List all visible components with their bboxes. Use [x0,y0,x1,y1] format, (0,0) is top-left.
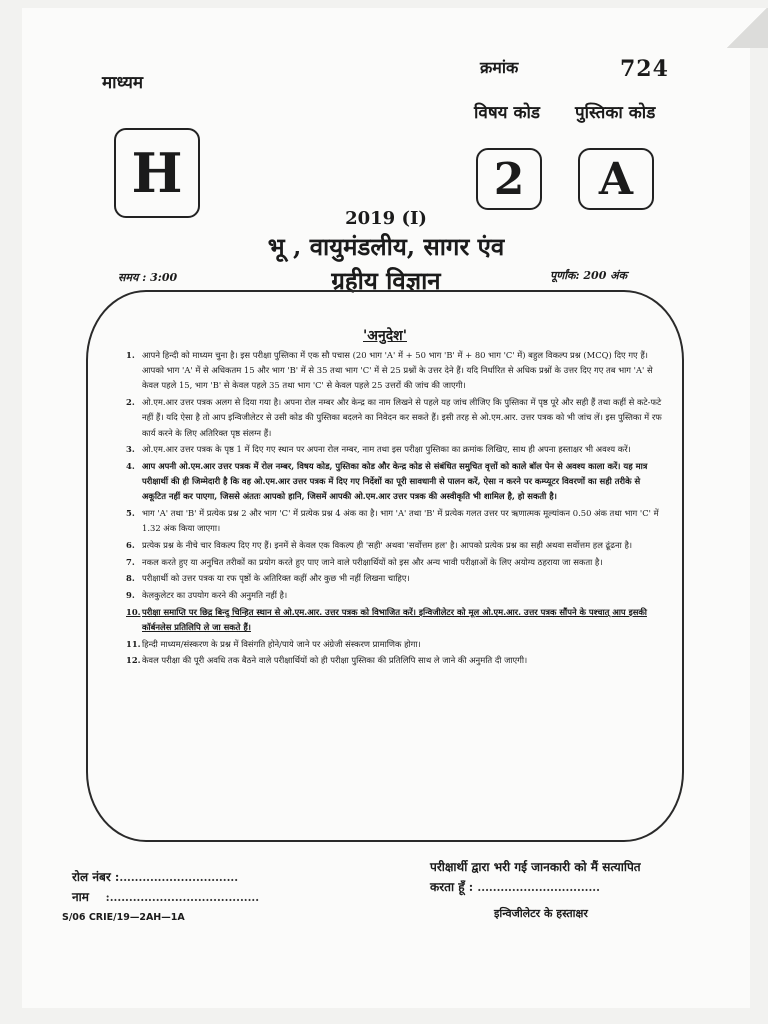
instruction-text: नकल करते हुए या अनुचित तरीकों का प्रयोग करते हुए पाए जाने वाले परीक्षार्थियों को इस और अन्य भावी परीक्षाओं के लिए अयोग्य ठहराया जा सकता है। [142,556,603,567]
instruction-item [126,571,666,586]
subject-code-label: विषय कोड [474,103,541,123]
instruction-text: ओ.एम.आर उत्तर पत्रक अलग से दिया गया है। अपना रोल नम्बर और केन्द्र का नाम लिखने से पहले यह जांच लीजिए कि पुस्तिका में पृष्ठ पूरे और सही हैं तथा कहीं से कटे-फटे नहीं हैं। यदि ऐसा है तो आप इन्विजीलेटर से उसी कोड की पुस्तिका बदलने का निवेदन कर सकते हैं। इसी तरह से ओ.एम.आर. उत्तर पत्रक को भी जांच लें। इस पुस्तिका में रफ कार्य करने के लिए अतिरिक्त पृष्ठ संलग्न हैं। [142,397,662,438]
instruction-item [126,348,666,394]
medium-label: माध्यम [102,73,143,93]
instruction-item [126,605,666,635]
instruction-number: 10. [126,606,141,617]
instruction-number: 9. [126,590,135,601]
verification-label: करता हूँ : [430,880,474,894]
instruction-number: 2. [126,397,135,408]
instruction-text: केवल परीक्षा की पूरी अवधि तक बैठने वाले परीक्षार्थियों को ही परीक्षा पुस्तिका की प्रतिलिपि साथ ले जाने की अनुमति दी जाएगी। [142,655,528,666]
instruction-number: 11. [126,638,141,649]
verification-line1: परीक्षार्थी द्वारा भरी गई जानकारी को मैं सत्यापित [430,860,641,874]
instructions-frame [86,290,684,842]
booklet-footer-code: S/06 CRIE/19—2AH—1A [62,912,185,923]
exam-max-marks: पूर्णांक: 200 अंक [550,269,628,282]
instruction-text: आपने हिन्दी को माध्यम चुना है। इस परीक्षा पुस्तिका में एक सौ पचास (20 भाग 'A' में + 50 भाग 'B' में + 80 भाग 'C' में) बहुल विकल्प प्रश्न (MCQ) दिए गए हैं। आपको भाग 'A' में से अधिकतम 15 और भाग 'B' में से 35 तथा भाग 'C' में से 25 प्रश्नों के उत्तर देने हैं। यदि निर्धारित से अधिक प्रश्नों के उत्तर दिए गए तब भाग 'A' से केवल पहले 15, भाग 'B' से केवल पहले 35 तथा भाग 'C' से केवल पहले 25 उत्तरों की जांच की जाएगी। [142,350,653,391]
booklet-code: A [598,153,634,205]
exam-title-line1: भू , वायुमंडलीय, सागर एंव [267,232,505,261]
roll-number-dots: ............................... [119,871,239,884]
folded-corner [722,8,768,48]
invigilator-signature-label: इन्विजीलेटर के हस्ताक्षर [494,907,588,920]
instruction-item [126,653,666,668]
instruction-number: 5. [126,508,135,519]
serial-label: क्रमांक [480,58,519,77]
instruction-number: 7. [126,556,135,567]
instruction-number: 1. [126,350,135,360]
instruction-item [126,442,666,457]
instructions-list [126,348,666,670]
instruction-text: ओ.एम.आर उत्तर पत्रक के पृष्ठ 1 में दिए गए स्थान पर अपना रोल नम्बर, नाम तथा इस परीक्षा पुस्तिका का क्रमांक लिखिए, साथ ही अपना हस्ताक्षर भी अवश्य करें। [142,444,631,455]
verification-line2 [430,878,600,895]
instruction-text: केलकुलेटर का उपयोग करने की अनुमति नहीं है। [142,590,288,601]
instruction-number: 6. [126,539,135,550]
instruction-text: परीक्षा समाप्ति पर छिद्र बिन्दु चिन्हित स्थान से ओ.एम.आर. उत्तर पत्रक को विभाजित करें। इन्विजीलेटर को मूल ओ.एम.आर. उत्तर पत्रक सौंपने के पश्चात् आप इसकी कॉर्बनलेस प्रतिलिपि ले जा सकते हैं। [142,606,647,632]
instruction-item [126,538,666,553]
instruction-item [126,637,666,652]
booklet-code-box [578,148,654,210]
instruction-text: आप अपनी ओ.एम.आर उत्तर पत्रक में रोल नम्बर, विषय कोड, पुस्तिका कोड और केन्द्र कोड से संबंधित समुचित वृत्तों को काले बॉल पेन से अवश्य काला करें। यह मात्र परीक्षार्थी की ही जिम्मेदारी है कि वह ओ.एम.आर उत्तर पत्रक में दिए गए निर्देशों का पूरी सावधानी से पालन करें, ऐसा न करने पर कम्प्यूटर विवरणों का सही तरीके से अकूटित नहीं कर पाएगा, जिससे अंततः आपको हानि, जिसमें आपकी ओ.एम.आर उत्तर पत्रक की अस्वीकृति भी शामिल है, हो सकती है। [142,460,648,502]
instruction-item [126,506,666,536]
instruction-item [126,459,666,505]
booklet-code-label: पुस्तिका कोड [575,103,656,123]
instruction-item [126,588,666,603]
medium-code: H [131,141,183,205]
exam-title-line2: ग्रहीय विज्ञान [331,266,441,295]
roll-number-field [72,868,238,885]
name-field [72,888,259,905]
exam-time: समय : 3:00 [118,271,178,284]
question-booklet-cover [22,8,750,1008]
serial-number: 724 [620,56,669,82]
instruction-text: परीक्षार्थी को उत्तर पत्रक या रफ पृष्ठों के अतिरिक्त कहीं और कुछ भी नहीं लिखना चाहिए। [142,573,410,584]
instruction-text: प्रत्येक प्रश्न के नीचे चार विकल्प दिए गए हैं। इनमें से केवल एक विकल्प ही 'सही' अथवा 'सर्वोत्तम हल' है। आपको प्रत्येक प्रश्न का सही अथवा सर्वोत्तम हल ढूंढना है। [142,539,633,550]
subject-code: 2 [493,153,525,205]
instruction-item [126,395,666,441]
instruction-text: हिन्दी माध्यम/संस्करण के प्रश्न में विसंगति होने/पाये जाने पर अंग्रेजी संस्करण प्रामाणिक होगा। [142,638,421,649]
instruction-text: भाग 'A' तथा 'B' में प्रत्येक प्रश्न 2 और भाग 'C' में प्रत्येक प्रश्न 4 अंक का है। भाग 'A' तथा 'B' में प्रत्येक गलत उत्तर पर ऋणात्मक मूल्यांकन 0.50 अंक तथा भाग 'C' में 1.32 अंक किया जाएगा। [142,508,659,534]
medium-code-box [114,128,200,218]
instruction-number: 12. [126,655,141,666]
instruction-number: 3. [126,444,135,455]
verification-dots: ................................ [477,881,600,894]
name-dots: :....................................... [105,891,260,904]
name-label: नाम [72,890,89,904]
subject-code-box [476,148,542,210]
instruction-number: 8. [126,573,135,584]
exam-year: 2019 (I) [345,208,427,229]
instructions-heading: 'अनुदेश' [363,328,407,344]
roll-number-label: रोल नंबर : [72,870,120,884]
instruction-item [126,555,666,570]
instruction-number: 4. [126,460,135,471]
